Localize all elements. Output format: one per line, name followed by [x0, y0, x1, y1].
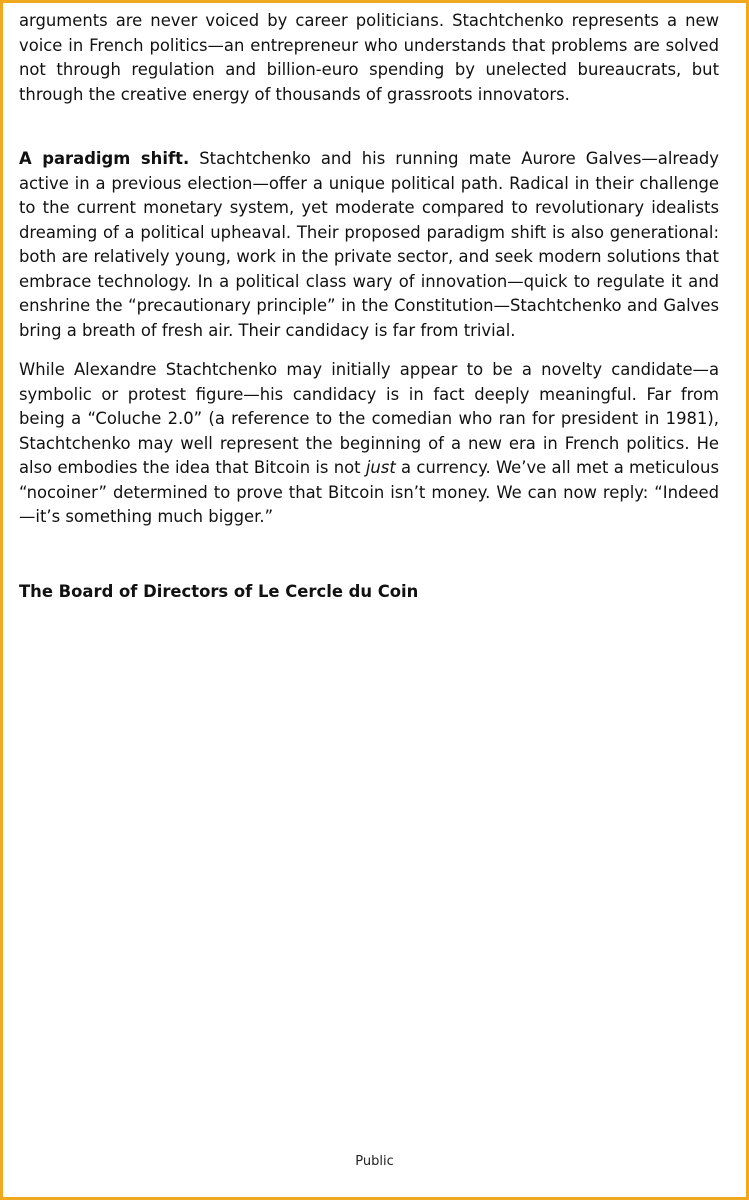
- paragraph-3-part1: While Alexandre Stachtchenko may initially appear to be a novelty candidate—a symbolic or protest figure—his candidacy is in fact deeply meaningful. Far from being a “Coluche 2.0” (a reference to the comedian who ran for president in 1981), Stachtchenko may well represent the beginning of a new era in French politics. He also embodies the idea that Bitcoin is not: [19, 360, 719, 477]
- paragraph-2-body: Stachtchenko and his running mate Aurore Galves—already active in a previous election—offer a unique political path. Radical in their challenge to the current monetary system, yet moderate compared to revolutionary idealists dreaming of a political upheaval. Their proposed paradigm shift is also generational: both are relatively young, work in the private sector, and seek modern solutions that embrace technology. In a political class wary of innovation—quick to regulate it and enshrine the “precautionary principle” in the Constitution—Stachtchenko and Galves bring a breath of fresh air. Their candidacy is far from trivial.: [19, 149, 719, 340]
- paragraph-2: [19, 147, 719, 343]
- footer-classification: Public: [355, 1154, 394, 1169]
- document-body: [19, 9, 719, 530]
- paragraph-1: arguments are never voiced by career politicians. Stachtchenko represents a new voice in French politics—an entrepreneur who understands that problems are solved not through regulation and billion-euro spending by unelected bureaucrats, but through the creative energy of thousands of grassroots innovators.: [19, 11, 719, 104]
- paragraph-2-lead: A paradigm shift.: [19, 149, 190, 168]
- paragraph-3-part2: a currency. We’ve all met a meticulous “nocoiner” determined to prove that Bitcoin isn’t money. We can now reply: “Indeed—it’s something much bigger.”: [19, 458, 719, 526]
- paragraph-3-emphasis: just: [365, 458, 396, 477]
- paragraph-3: [19, 358, 719, 530]
- signature: The Board of Directors of Le Cercle du Coin: [19, 582, 419, 601]
